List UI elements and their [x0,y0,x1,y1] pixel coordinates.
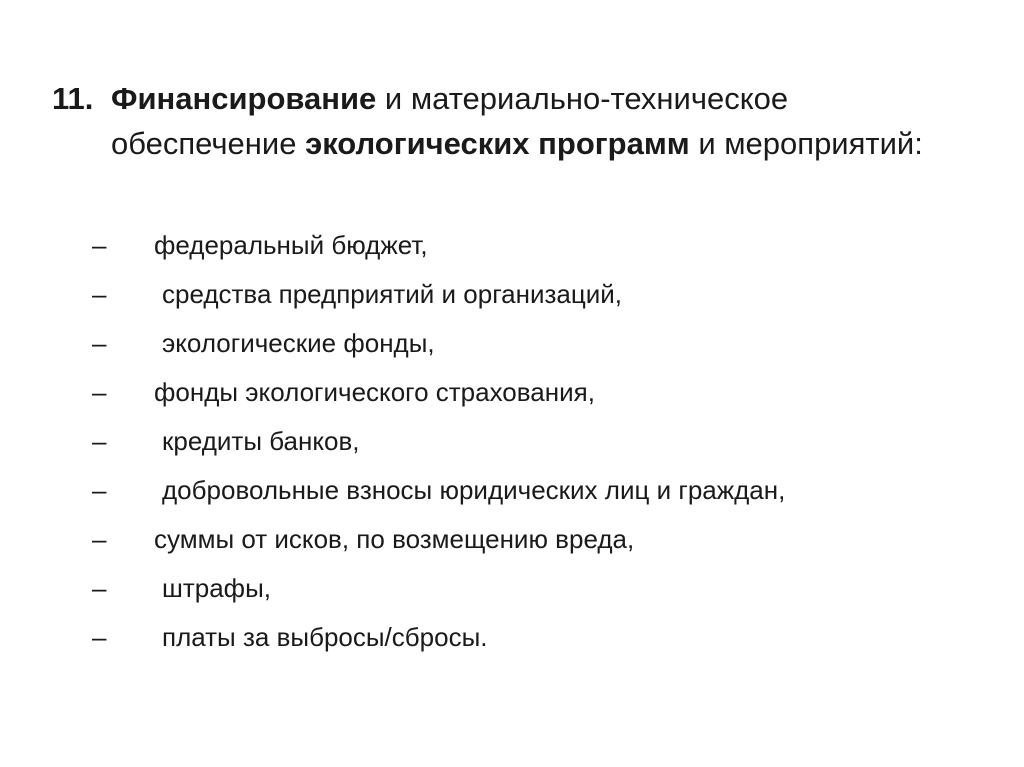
dash-bullet: – [92,279,107,309]
heading-text-part4: и мероприятий: [689,126,923,161]
list-item [92,228,972,277]
list-item [92,473,972,522]
list-item [92,571,972,620]
list-item-label: платы за выбросы/сбросы. [162,622,488,652]
heading-bold-financing: Финансирование [111,81,377,116]
list-item [92,277,972,326]
heading-text-part2: и материально-техническое обеспечение [111,81,789,161]
dash-bullet: – [92,622,107,652]
dash-bullet: – [92,573,107,603]
list-item [92,375,972,424]
heading-text [111,76,952,166]
list-item-label: фонды экологического страхования, [154,377,595,407]
dash-bullet: – [92,426,107,456]
list-item-label: средства предприятий и организаций, [162,279,623,309]
list-item-label: экологические фонды, [162,328,435,358]
list-item [92,620,972,669]
list-item [92,424,972,473]
funding-sources-list [92,228,972,669]
dash-bullet: – [92,328,107,358]
list-item-label: суммы от исков, по возмещению вреда, [154,524,635,554]
heading-bold-eco-programs: экологических программ [305,126,690,161]
dash-bullet: – [92,524,107,554]
list-item [92,522,972,571]
list-item-label: добровольные взносы юридических лиц и граждан, [162,475,786,505]
list-item-label: федеральный бюджет, [154,230,428,260]
list-item-label: кредиты банков, [162,426,360,456]
dash-bullet: – [92,475,107,505]
dash-bullet: – [92,377,107,407]
heading-number: 11. [52,81,94,116]
list-item-label: штрафы, [162,573,271,603]
dash-bullet: – [92,230,107,260]
slide-heading [52,76,952,166]
list-item [92,326,972,375]
